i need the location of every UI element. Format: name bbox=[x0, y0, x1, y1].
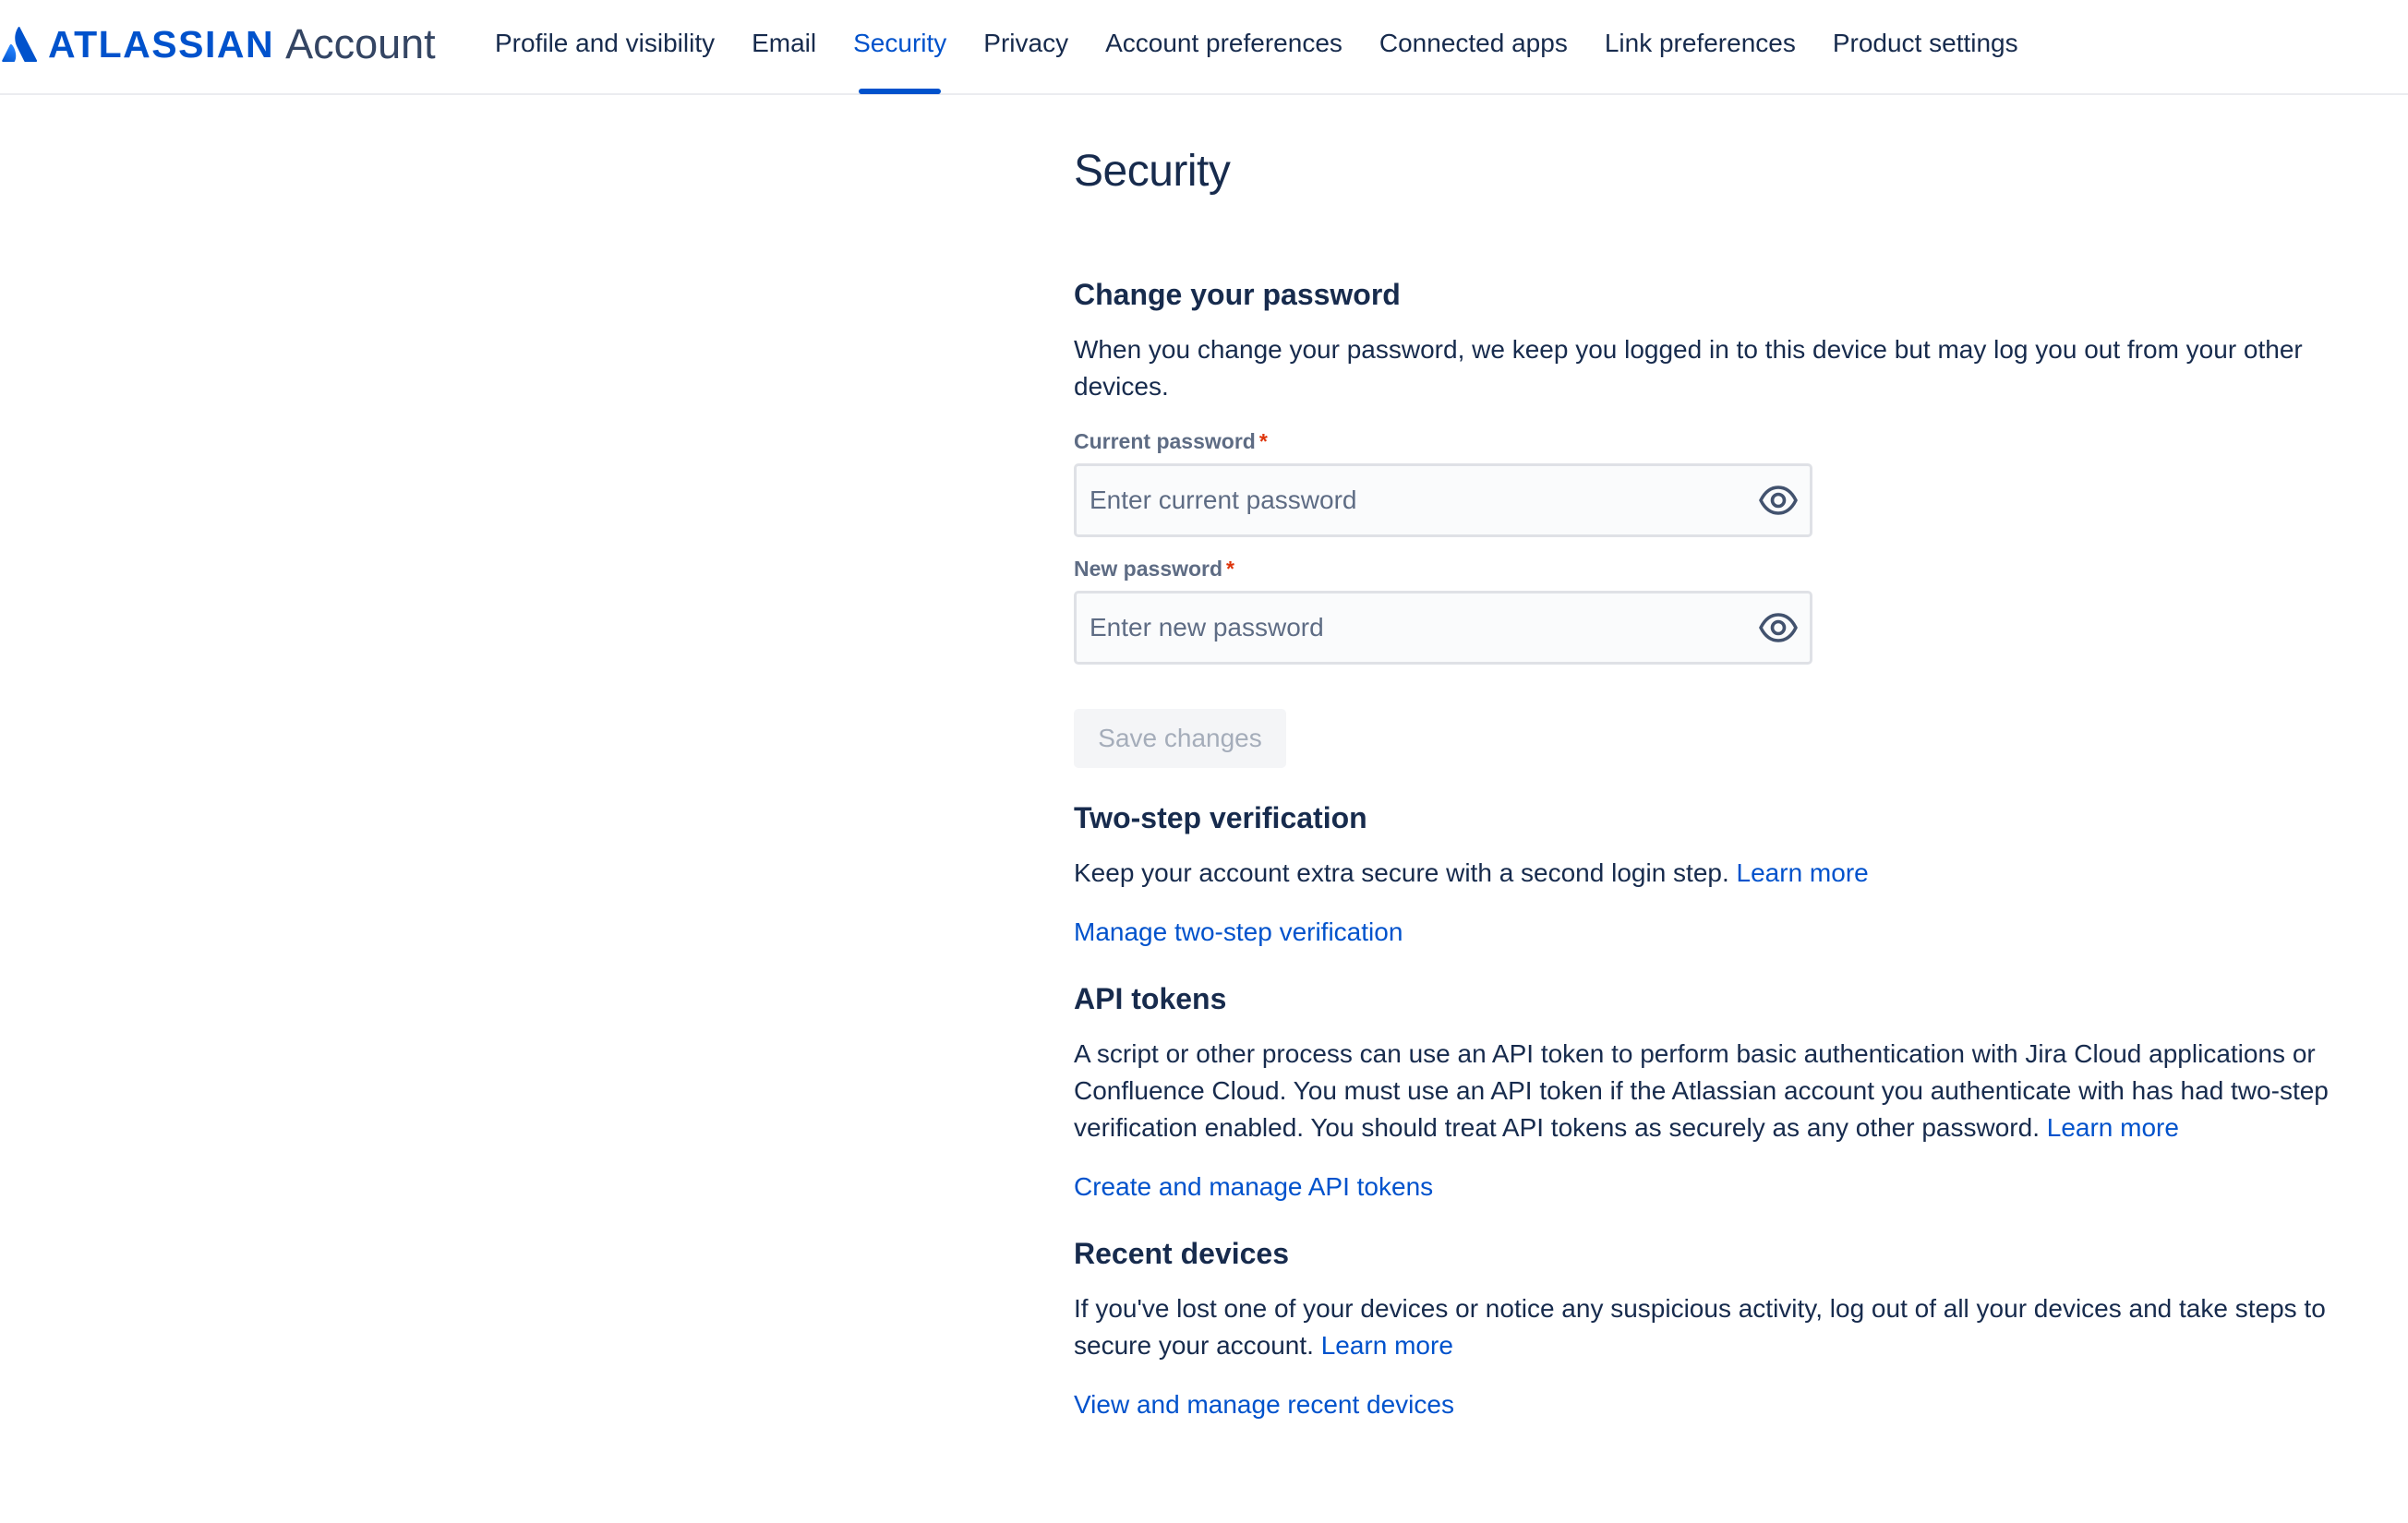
view-and-manage-recent-devices-link[interactable]: View and manage recent devices bbox=[1074, 1390, 1454, 1419]
brand-suffix: Account bbox=[285, 20, 436, 67]
required-mark: * bbox=[1226, 557, 1234, 581]
account-tabs bbox=[476, 0, 2037, 95]
current-password-label-text: Current password bbox=[1074, 429, 1256, 453]
save-changes-button[interactable]: Save changes bbox=[1074, 709, 1286, 768]
two-step-learn-more-link[interactable]: Learn more bbox=[1736, 858, 1869, 887]
two-step-verification-description bbox=[1074, 855, 2385, 892]
recent-devices-action bbox=[1074, 1386, 2385, 1423]
recent-devices-description-text: If you've lost one of your devices or notice any suspicious activity, log out of all your devices and take steps to secure your account. bbox=[1074, 1294, 2326, 1360]
new-password-label bbox=[1074, 554, 2385, 583]
required-mark: * bbox=[1258, 429, 1268, 453]
recent-devices-learn-more-link[interactable]: Learn more bbox=[1320, 1331, 1453, 1360]
new-password-input[interactable] bbox=[1077, 594, 1810, 662]
tab-link-preferences[interactable]: Link preferences bbox=[1604, 29, 1796, 57]
eye-icon[interactable] bbox=[1758, 611, 1799, 644]
two-step-description-text: Keep your account extra secure with a second login step. bbox=[1074, 858, 1729, 887]
change-password-description: When you change your password, we keep you logged in to this device but may log you out from your other devices. bbox=[1074, 335, 2303, 401]
eye-icon[interactable] bbox=[1758, 484, 1799, 517]
change-password-section bbox=[1074, 274, 2385, 768]
recent-devices-description bbox=[1074, 1290, 2385, 1364]
tab-security[interactable]: Security bbox=[835, 0, 965, 87]
api-tokens-section bbox=[1074, 978, 2385, 1205]
tab-email[interactable]: Email bbox=[752, 29, 817, 57]
api-tokens-description bbox=[1074, 1036, 2385, 1146]
tab-product-settings[interactable]: Product settings bbox=[1832, 29, 2018, 57]
security-page bbox=[1074, 138, 2385, 1423]
current-password-field bbox=[1074, 426, 2385, 537]
api-tokens-learn-more-link[interactable]: Learn more bbox=[2046, 1113, 2179, 1142]
atlassian-logo-icon bbox=[2, 27, 37, 62]
top-navigation-bar bbox=[0, 0, 2408, 95]
current-password-input-wrapper bbox=[1074, 463, 1812, 537]
new-password-label-text: New password bbox=[1074, 557, 1223, 581]
api-tokens-description-text: A script or other process can use an API token to perform basic authentication with Jira Cloud applications or Confluence Cloud. You must use an API token if the Atlassian account you authenticate with has had two-step verification enabled. You should treat API tokens as securely as any other password. bbox=[1074, 1039, 2329, 1142]
api-tokens-title: API tokens bbox=[1074, 982, 1227, 1015]
tab-account-preferences[interactable]: Account preferences bbox=[1105, 29, 1342, 57]
manage-two-step-verification-link[interactable]: Manage two-step verification bbox=[1074, 917, 1403, 946]
recent-devices-section bbox=[1074, 1233, 2385, 1423]
tab-connected-apps[interactable]: Connected apps bbox=[1379, 29, 1568, 57]
two-step-verification-section bbox=[1074, 797, 2385, 951]
current-password-label bbox=[1074, 426, 2385, 456]
change-password-title: Change your password bbox=[1074, 278, 1401, 311]
new-password-input-wrapper bbox=[1074, 591, 1812, 665]
api-tokens-action bbox=[1074, 1169, 2385, 1205]
atlassian-account-logo[interactable] bbox=[2, 18, 436, 70]
two-step-verification-title: Two-step verification bbox=[1074, 801, 1367, 834]
create-and-manage-api-tokens-link[interactable]: Create and manage API tokens bbox=[1074, 1172, 1434, 1201]
tab-profile-and-visibility[interactable]: Profile and visibility bbox=[495, 29, 716, 57]
recent-devices-title: Recent devices bbox=[1074, 1237, 1290, 1270]
brand-name: ATLASSIAN bbox=[48, 22, 275, 66]
tab-privacy[interactable]: Privacy bbox=[983, 29, 1069, 57]
two-step-action bbox=[1074, 914, 2385, 951]
new-password-field bbox=[1074, 554, 2385, 665]
page-title: Security bbox=[1074, 147, 1231, 196]
current-password-input[interactable] bbox=[1077, 466, 1810, 534]
